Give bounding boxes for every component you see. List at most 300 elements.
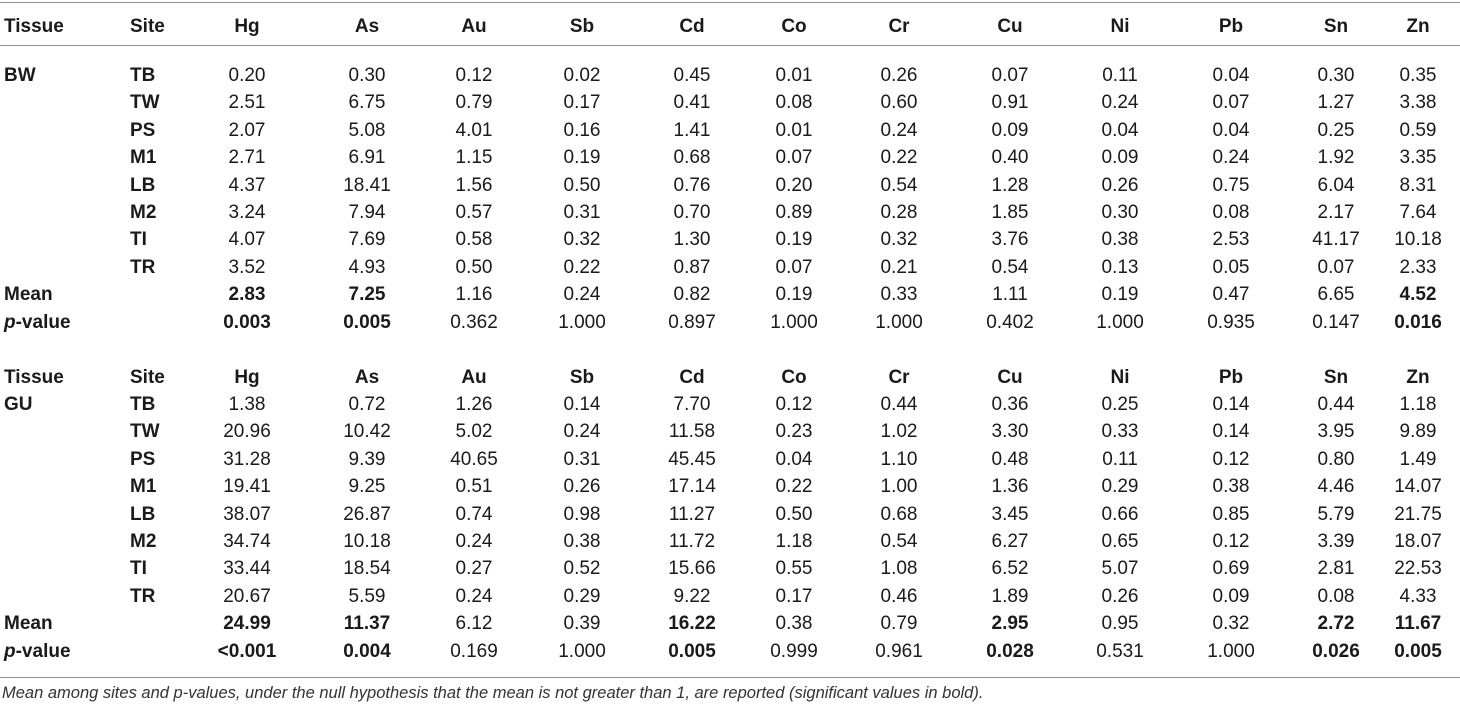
- site-label: TW: [130, 92, 160, 114]
- value-cell: 0.72: [348, 394, 386, 415]
- value-cell: 4.33: [1399, 585, 1437, 607]
- value-cell: 1.85: [991, 202, 1029, 223]
- mean-value: 6.65: [1317, 284, 1355, 306]
- column-header-cr: Cr: [888, 16, 910, 37]
- value-cell: 0.12: [1212, 531, 1250, 552]
- pvalue-value: 0.005: [1394, 640, 1442, 662]
- value-cell: 0.07: [1317, 256, 1355, 278]
- column-header-ni: Ni: [1110, 16, 1130, 37]
- value-cell: 0.04: [1212, 65, 1250, 86]
- value-cell: 2.33: [1399, 256, 1437, 278]
- table-row: [0, 554, 1460, 583]
- table-row: [0, 445, 1460, 474]
- value-cell: 7.70: [673, 394, 711, 415]
- column-header-sb: Sb: [569, 367, 595, 388]
- value-cell: 0.54: [880, 531, 918, 552]
- value-cell: 1.15: [455, 147, 493, 169]
- value-cell: 4.01: [455, 119, 493, 141]
- pvalue-value: 1.000: [558, 640, 606, 662]
- value-cell: 20.96: [223, 421, 271, 443]
- value-cell: 0.24: [1101, 92, 1139, 114]
- column-header-tissue: Tissue: [4, 367, 64, 388]
- mean-row: [0, 609, 1460, 638]
- site-label: PS: [130, 119, 156, 141]
- table-row: [0, 225, 1460, 254]
- value-cell: 0.68: [673, 147, 711, 169]
- value-cell: 0.02: [563, 65, 601, 86]
- value-cell: 0.26: [1101, 585, 1139, 607]
- top-rule: [0, 2, 1460, 3]
- value-cell: 3.39: [1317, 531, 1355, 552]
- value-cell: 11.72: [668, 531, 716, 552]
- value-cell: 0.87: [673, 256, 711, 278]
- site-label: M1: [130, 476, 157, 498]
- value-cell: 6.04: [1317, 174, 1355, 196]
- mean-value: 24.99: [223, 613, 271, 635]
- table-row: [0, 472, 1460, 501]
- pvalue-value: 1.000: [770, 311, 818, 333]
- value-cell: 1.30: [673, 229, 711, 251]
- value-cell: 0.25: [1101, 394, 1139, 415]
- value-cell: 9.25: [348, 476, 386, 498]
- column-header-hg: Hg: [234, 16, 260, 37]
- value-cell: 0.23: [775, 421, 813, 443]
- site-label: TB: [130, 394, 156, 415]
- value-cell: 0.36: [991, 394, 1029, 415]
- pvalue-row: [0, 637, 1460, 666]
- mean-value: 0.79: [880, 613, 918, 635]
- value-cell: 0.89: [775, 202, 813, 223]
- value-cell: 0.29: [1101, 476, 1139, 498]
- value-cell: 1.26: [455, 394, 493, 415]
- value-cell: 0.07: [1212, 92, 1250, 114]
- value-cell: 2.53: [1212, 229, 1250, 251]
- column-header-zn: Zn: [1406, 367, 1430, 388]
- value-cell: 0.22: [775, 476, 813, 498]
- value-cell: 0.07: [775, 256, 813, 278]
- value-cell: 0.24: [1212, 147, 1250, 169]
- mean-value: 7.25: [348, 284, 386, 306]
- value-cell: 0.04: [1212, 119, 1250, 141]
- pvalue-value: 0.026: [1312, 640, 1360, 662]
- value-cell: 1.41: [673, 119, 711, 141]
- mean-value: 0.39: [563, 613, 601, 635]
- value-cell: 0.38: [1212, 476, 1250, 498]
- pvalue-value: 0.961: [875, 640, 923, 662]
- site-label: M2: [130, 202, 157, 223]
- mean-value: 16.22: [668, 613, 716, 635]
- value-cell: 0.22: [563, 256, 601, 278]
- value-cell: 0.70: [673, 202, 711, 223]
- value-cell: 10.18: [1394, 229, 1442, 251]
- value-cell: 11.58: [668, 421, 716, 443]
- pvalue-value: 0.897: [668, 311, 716, 333]
- mean-value: 0.33: [880, 284, 918, 306]
- value-cell: 0.16: [563, 119, 601, 141]
- value-cell: 3.76: [991, 229, 1029, 251]
- pvalue-value: 1.000: [1207, 640, 1255, 662]
- pvalue-value: <0.001: [217, 640, 277, 662]
- value-cell: 18.54: [343, 558, 391, 580]
- pvalue-label-rest: -value: [15, 311, 71, 333]
- mean-value: 2.95: [991, 613, 1029, 635]
- mean-value: 1.16: [455, 284, 493, 306]
- column-header-sn: Sn: [1323, 367, 1349, 388]
- value-cell: 0.32: [880, 229, 918, 251]
- value-cell: 0.08: [1212, 202, 1250, 223]
- pvalue-row: [0, 308, 1460, 337]
- value-cell: 1.18: [775, 531, 813, 552]
- value-cell: 0.30: [348, 65, 386, 86]
- value-cell: 17.14: [668, 476, 716, 498]
- site-label: LB: [130, 174, 156, 196]
- value-cell: 0.25: [1317, 119, 1355, 141]
- mean-value: 11.37: [343, 613, 391, 635]
- pvalue-value: 1.000: [1096, 311, 1144, 333]
- value-cell: 0.01: [775, 65, 813, 86]
- value-cell: 11.27: [668, 503, 716, 525]
- value-cell: 0.33: [1101, 421, 1139, 443]
- value-cell: 0.55: [775, 558, 813, 580]
- mean-value: 2.83: [228, 284, 266, 306]
- value-cell: 0.41: [673, 92, 711, 114]
- value-cell: 0.50: [455, 256, 493, 278]
- value-cell: 0.26: [880, 65, 918, 86]
- site-label: TR: [130, 256, 156, 278]
- value-cell: 1.18: [1399, 394, 1437, 415]
- value-cell: 0.85: [1212, 503, 1250, 525]
- pvalue-value: 0.016: [1394, 311, 1442, 333]
- column-header-au: Au: [461, 367, 487, 388]
- value-cell: 4.46: [1317, 476, 1355, 498]
- value-cell: 5.07: [1101, 558, 1139, 580]
- value-cell: 0.05: [1212, 256, 1250, 278]
- column-header-cd: Cd: [679, 16, 705, 37]
- value-cell: 0.09: [1101, 147, 1139, 169]
- pvalue-value: 1.000: [875, 311, 923, 333]
- value-cell: 5.02: [455, 421, 493, 443]
- value-cell: 0.13: [1101, 256, 1139, 278]
- pvalue-value: 0.005: [668, 640, 716, 662]
- column-header-pb: Pb: [1218, 16, 1244, 37]
- value-cell: 0.51: [455, 476, 493, 498]
- value-cell: 18.07: [1394, 531, 1442, 552]
- mean-value: 6.12: [455, 613, 493, 635]
- value-cell: 0.44: [880, 394, 918, 415]
- value-cell: 15.66: [668, 558, 716, 580]
- value-cell: 7.94: [348, 202, 386, 223]
- column-header-ni: Ni: [1110, 367, 1130, 388]
- pvalue-label-italic: p: [4, 311, 16, 333]
- value-cell: 0.28: [880, 202, 918, 223]
- header-row: [0, 363, 1460, 392]
- value-cell: 3.52: [228, 256, 266, 278]
- value-cell: 40.65: [450, 448, 498, 470]
- pvalue-label: [4, 308, 71, 337]
- value-cell: 0.07: [775, 147, 813, 169]
- value-cell: 0.04: [775, 448, 813, 470]
- site-label: M2: [130, 531, 157, 552]
- pvalue-value: 0.531: [1096, 640, 1144, 662]
- value-cell: 14.07: [1394, 476, 1442, 498]
- mean-value: 1.11: [992, 284, 1028, 306]
- value-cell: 0.20: [228, 65, 266, 86]
- value-cell: 0.17: [775, 585, 813, 607]
- column-header-as: As: [354, 16, 380, 37]
- value-cell: 21.75: [1394, 503, 1442, 525]
- value-cell: 9.22: [673, 585, 711, 607]
- value-cell: 0.32: [563, 229, 601, 251]
- value-cell: 0.04: [1101, 119, 1139, 141]
- value-cell: 0.11: [1102, 448, 1138, 470]
- column-header-site: Site: [130, 367, 165, 388]
- value-cell: 0.24: [455, 585, 493, 607]
- table-caption: Mean among sites and p-values, under the null hypothesis that the mean is not greater than 1, are reported (significant values in bold).: [2, 684, 984, 702]
- value-cell: 0.68: [880, 503, 918, 525]
- column-header-cu: Cu: [997, 16, 1023, 37]
- value-cell: 5.59: [348, 585, 386, 607]
- pvalue-label-rest: -value: [15, 640, 71, 662]
- value-cell: 0.24: [563, 421, 601, 443]
- value-cell: 1.38: [228, 394, 266, 415]
- pvalue-value: 0.402: [986, 311, 1034, 333]
- pvalue-value: 1.000: [558, 311, 606, 333]
- value-cell: 3.35: [1399, 147, 1437, 169]
- pvalue-value: 0.005: [343, 311, 391, 333]
- value-cell: 2.51: [228, 92, 266, 114]
- pvalue-value: 0.935: [1207, 311, 1255, 333]
- value-cell: 0.20: [775, 174, 813, 196]
- value-cell: 0.75: [1212, 174, 1250, 196]
- value-cell: 0.65: [1101, 531, 1139, 552]
- value-cell: 0.09: [991, 119, 1029, 141]
- value-cell: 0.52: [563, 558, 601, 580]
- site-label: TW: [130, 421, 160, 443]
- value-cell: 0.74: [455, 503, 493, 525]
- value-cell: 3.30: [991, 421, 1029, 443]
- site-label: LB: [130, 503, 156, 525]
- value-cell: 0.91: [991, 92, 1029, 114]
- column-header-pb: Pb: [1218, 367, 1244, 388]
- pvalue-label: [4, 637, 71, 666]
- value-cell: 0.08: [775, 92, 813, 114]
- column-header-cr: Cr: [888, 367, 910, 388]
- value-cell: 3.38: [1399, 92, 1437, 114]
- value-cell: 7.64: [1399, 202, 1437, 223]
- value-cell: 1.56: [455, 174, 493, 196]
- value-cell: 0.98: [563, 503, 601, 525]
- table-row: [0, 500, 1460, 529]
- value-cell: 1.92: [1317, 147, 1355, 169]
- value-cell: 0.08: [1317, 585, 1355, 607]
- value-cell: 10.42: [343, 421, 391, 443]
- value-cell: 20.67: [223, 585, 271, 607]
- value-cell: 9.39: [348, 448, 386, 470]
- value-cell: 0.58: [455, 229, 493, 251]
- value-cell: 0.24: [880, 119, 918, 141]
- mean-row: [0, 280, 1460, 309]
- column-header-sn: Sn: [1323, 16, 1349, 37]
- value-cell: 0.46: [880, 585, 918, 607]
- column-header-co: Co: [781, 16, 807, 37]
- value-cell: 1.89: [991, 585, 1029, 607]
- value-cell: 4.37: [228, 174, 266, 196]
- site-label: TR: [130, 585, 156, 607]
- value-cell: 2.71: [228, 147, 266, 169]
- value-cell: 6.91: [348, 147, 386, 169]
- site-label: M1: [130, 147, 157, 169]
- value-cell: 6.52: [991, 558, 1029, 580]
- pvalue-value: 0.004: [343, 640, 391, 662]
- mean-value: 0.19: [1101, 284, 1139, 306]
- value-cell: 5.79: [1317, 503, 1355, 525]
- value-cell: 0.69: [1212, 558, 1250, 580]
- tissue-label: BW: [4, 65, 36, 86]
- table-row: [0, 171, 1460, 200]
- value-cell: 3.24: [228, 202, 266, 223]
- column-header-cd: Cd: [679, 367, 705, 388]
- value-cell: 0.40: [991, 147, 1029, 169]
- value-cell: 0.26: [563, 476, 601, 498]
- value-cell: 1.27: [1317, 92, 1355, 114]
- value-cell: 31.28: [223, 448, 271, 470]
- pvalue-value: 0.999: [770, 640, 818, 662]
- value-cell: 38.07: [223, 503, 271, 525]
- value-cell: 18.41: [343, 174, 391, 196]
- mean-value: 4.52: [1399, 284, 1437, 306]
- value-cell: 0.59: [1399, 119, 1437, 141]
- mean-label: Mean: [4, 284, 53, 306]
- table-row: [0, 61, 1460, 90]
- column-header-sb: Sb: [569, 16, 595, 37]
- value-cell: 3.45: [991, 503, 1029, 525]
- value-cell: 0.54: [880, 174, 918, 196]
- value-cell: 0.79: [455, 92, 493, 114]
- pvalue-value: 0.362: [450, 311, 498, 333]
- value-cell: 1.49: [1399, 448, 1437, 470]
- mean-value: 0.32: [1212, 613, 1250, 635]
- column-header-au: Au: [461, 16, 487, 37]
- value-cell: 2.17: [1317, 202, 1355, 223]
- value-cell: 5.08: [348, 119, 386, 141]
- table-row: [0, 417, 1460, 446]
- column-header-tissue: Tissue: [4, 16, 64, 37]
- value-cell: 1.10: [880, 448, 918, 470]
- site-label: TI: [130, 558, 147, 580]
- pvalue-value: 0.003: [223, 311, 271, 333]
- value-cell: 0.57: [455, 202, 493, 223]
- value-cell: 0.35: [1399, 65, 1437, 86]
- table-row: [0, 390, 1460, 419]
- value-cell: 0.45: [673, 65, 711, 86]
- value-cell: 1.02: [880, 421, 918, 443]
- value-cell: 0.31: [563, 202, 601, 223]
- value-cell: 4.07: [228, 229, 266, 251]
- column-header-hg: Hg: [234, 367, 260, 388]
- value-cell: 33.44: [223, 558, 271, 580]
- value-cell: 0.44: [1317, 394, 1355, 415]
- value-cell: 0.50: [775, 503, 813, 525]
- value-cell: 0.29: [563, 585, 601, 607]
- table-row: [0, 116, 1460, 145]
- pvalue-label-italic: p: [4, 640, 16, 662]
- table-row: [0, 143, 1460, 172]
- column-header-zn: Zn: [1406, 16, 1430, 37]
- site-label: TB: [130, 65, 156, 86]
- value-cell: 10.18: [343, 531, 391, 552]
- tissue-label: GU: [4, 394, 33, 415]
- value-cell: 26.87: [343, 503, 391, 525]
- value-cell: 6.27: [991, 531, 1029, 552]
- value-cell: 0.66: [1101, 503, 1139, 525]
- value-cell: 2.81: [1317, 558, 1355, 580]
- value-cell: 0.38: [1101, 229, 1139, 251]
- column-header-as: As: [354, 367, 380, 388]
- table-row: [0, 582, 1460, 611]
- column-header-cu: Cu: [997, 367, 1023, 388]
- value-cell: 7.69: [348, 229, 386, 251]
- value-cell: 0.12: [1212, 448, 1250, 470]
- mean-value: 0.47: [1212, 284, 1250, 306]
- mean-label: Mean: [4, 613, 53, 635]
- value-cell: 1.00: [880, 476, 918, 498]
- mean-value: 0.38: [775, 613, 813, 635]
- value-cell: 0.07: [991, 65, 1029, 86]
- value-cell: 0.27: [455, 558, 493, 580]
- value-cell: 0.21: [880, 256, 918, 278]
- bottom-rule: [0, 677, 1460, 678]
- value-cell: 0.54: [991, 256, 1029, 278]
- value-cell: 0.14: [1212, 421, 1250, 443]
- value-cell: 22.53: [1394, 558, 1442, 580]
- table-row: [0, 253, 1460, 282]
- value-cell: 1.08: [880, 558, 918, 580]
- mean-value: 11.67: [1394, 613, 1442, 635]
- value-cell: 0.30: [1317, 65, 1355, 86]
- value-cell: 45.45: [668, 448, 716, 470]
- value-cell: 0.60: [880, 92, 918, 114]
- mean-value: 0.19: [775, 284, 813, 306]
- value-cell: 0.14: [563, 394, 601, 415]
- value-cell: 0.01: [775, 119, 813, 141]
- value-cell: 0.26: [1101, 174, 1139, 196]
- value-cell: 0.17: [563, 92, 601, 114]
- value-cell: 9.89: [1399, 421, 1437, 443]
- value-cell: 34.74: [223, 531, 271, 552]
- value-cell: 1.28: [991, 174, 1029, 196]
- header-row: [0, 12, 1460, 41]
- value-cell: 2.07: [228, 119, 266, 141]
- site-label: TI: [130, 229, 147, 251]
- value-cell: 0.30: [1101, 202, 1139, 223]
- mean-value: 0.95: [1101, 613, 1139, 635]
- value-cell: 0.31: [563, 448, 601, 470]
- column-header-co: Co: [781, 367, 807, 388]
- value-cell: 4.93: [348, 256, 386, 278]
- value-cell: 0.19: [563, 147, 601, 169]
- pvalue-value: 0.169: [450, 640, 498, 662]
- column-header-site: Site: [130, 16, 165, 37]
- pvalue-value: 0.147: [1312, 311, 1360, 333]
- table-row: [0, 527, 1460, 556]
- value-cell: 0.24: [455, 531, 493, 552]
- value-cell: 0.22: [880, 147, 918, 169]
- value-cell: 0.48: [991, 448, 1029, 470]
- mean-value: 2.72: [1317, 613, 1355, 635]
- site-label: PS: [130, 448, 156, 470]
- value-cell: 3.95: [1317, 421, 1355, 443]
- value-cell: 6.75: [348, 92, 386, 114]
